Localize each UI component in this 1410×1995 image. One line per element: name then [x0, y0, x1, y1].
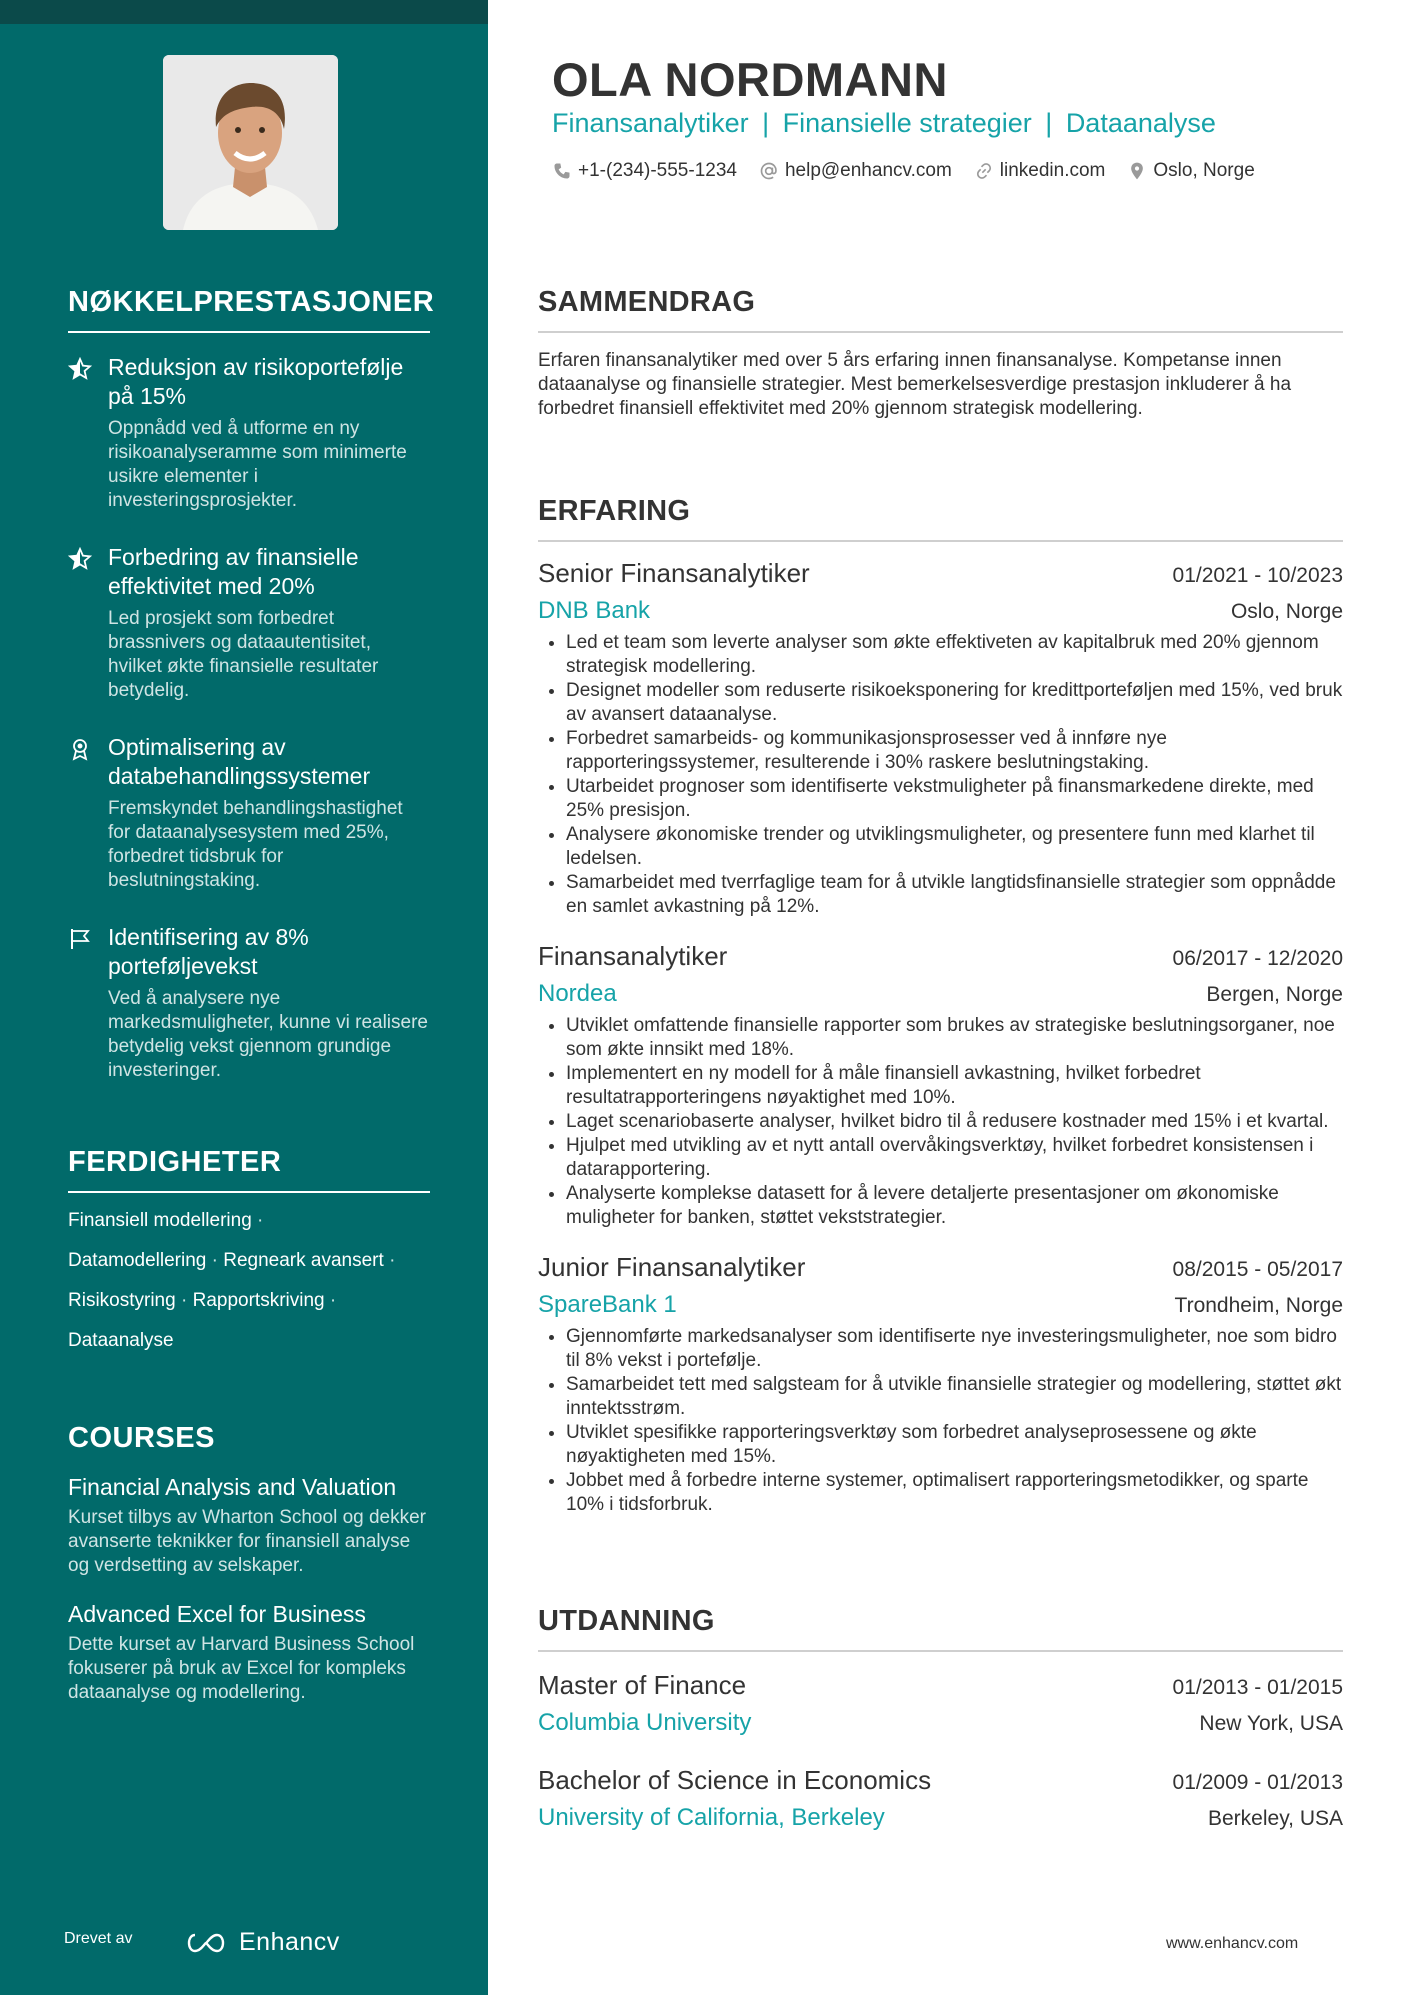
achievement-title: Forbedring av finansielle effektivitet med 20% [108, 544, 359, 599]
powered-by-label: Drevet av [64, 1930, 133, 1947]
skill-separator: · [329, 1290, 337, 1311]
job-location: Trondheim, Norge [1174, 1294, 1343, 1317]
achievement-item [68, 923, 430, 1083]
email-text: help@enhancv.com [784, 160, 952, 181]
at-sign-icon [759, 161, 779, 181]
headline-titles [552, 108, 1216, 139]
headline-separator: | [762, 108, 770, 138]
job-bullet: • Utarbeidet prognoser som identifiserte vekstmuligheter på finansmarkedene direkte, med 25% presisjon. [566, 775, 1343, 823]
sidebar [0, 0, 488, 1995]
job-bullets [538, 631, 1343, 919]
education-school: University of California, Berkeley [538, 1804, 885, 1831]
headline-title: Finansanalytiker [552, 108, 749, 138]
contact-location [1127, 160, 1254, 182]
job-bullet: • Samarbeidet tett med salgsteam for å utvikle finansielle strategier og modellering, støttet økt inntektsstrøm. [566, 1373, 1343, 1421]
achievement-item [68, 543, 430, 703]
job-bullet: • Utviklet omfattende finansielle rapporter som brukes av strategiske beslutningsorganer, noe som økte innsikt med 18%. [566, 1014, 1343, 1062]
course-description: Dette kurset av Harvard Business School fokuserer på bruk av Excel for kompleks dataanalyse og modellering. [68, 1634, 415, 1703]
education-entry [538, 1765, 1343, 1832]
job-date: 06/2017 - 12/2020 [1172, 947, 1343, 970]
achievement-title: Identifisering av 8% porteføljevekst [108, 924, 309, 979]
course-item [68, 1473, 430, 1578]
skill-line [68, 1209, 430, 1233]
education-date: 01/2013 - 01/2015 [1172, 1676, 1343, 1699]
job-company: SpareBank 1 [538, 1291, 677, 1318]
summary-heading: SAMMENDRAG [538, 286, 1343, 333]
course-description: Kurset tilbys av Wharton School og dekker avanserte teknikker for finansiell analyse og verdsetting av selskaper. [68, 1507, 427, 1576]
job-bullet: • Forbedret samarbeids- og kommunikasjonsprosesser ved å innføre nye rapporteringssystemer, resulterende i 30% raskere beslutningstaking. [566, 727, 1343, 775]
headline-separator: | [1045, 108, 1053, 138]
enhancv-logo[interactable] [183, 1928, 340, 1957]
education-heading: UTDANNING [538, 1605, 1343, 1652]
education-degree: Master of Finance [538, 1670, 747, 1700]
courses-heading: COURSES [68, 1422, 215, 1454]
job-bullet: • Gjennomførte markedsanalyser som identifiserte nye investeringsmuligheter, noe som bidro til 8% vekst i portefølje. [566, 1325, 1343, 1373]
job-bullets [538, 1014, 1343, 1230]
achievement-description: Ved å analysere nye markedsmuligheter, kunne vi realisere betydelig vekst gjennom grundige investeringer. [108, 988, 428, 1081]
achievement-title: Optimalisering av databehandlingssystemer [108, 734, 371, 789]
flag-icon [68, 927, 92, 951]
profile-photo [163, 55, 338, 230]
job-bullet: • Samarbeidet med tverrfaglige team for å utvikle langtidsfinansielle strategier som oppnådde en samlet avkastning på 12%. [566, 871, 1343, 919]
skill-item: Dataanalyse [68, 1330, 174, 1351]
achievement-item [68, 353, 430, 513]
achievements-section [68, 286, 435, 1113]
skill-item: Finansiell modellering [68, 1210, 252, 1231]
job-location: Bergen, Norge [1206, 983, 1343, 1006]
contact-email[interactable] [759, 160, 952, 182]
candidate-name: OLA NORDMANN [552, 53, 948, 106]
education-degree: Bachelor of Science in Economics [538, 1765, 932, 1795]
experience-section [538, 495, 1343, 1517]
award-ribbon-icon [68, 737, 92, 761]
achievement-description: Fremskyndet behandlingshastighet for dataanalysesystem med 25%, forbedret tidsbruk for beslutningstaking. [108, 798, 403, 891]
education-date: 01/2009 - 01/2013 [1172, 1771, 1343, 1794]
achievement-item [68, 733, 430, 893]
education-section [538, 1605, 1343, 1832]
job-entry [538, 941, 1343, 1230]
map-pin-icon [1127, 161, 1147, 181]
courses-section [68, 1422, 430, 1705]
job-bullet: • Analyserte komplekse datasett for å levere detaljerte presentasjoner om økonomiske muligheter for banken, støttet vekststrategier. [566, 1182, 1343, 1230]
job-bullet: • Hjulpet med utvikling av et nytt antall overvåkingsverktøy, hvilket forbedret konsistensen i datarapportering. [566, 1134, 1343, 1182]
headline-title: Dataanalyse [1065, 108, 1216, 138]
skill-line [68, 1249, 430, 1273]
skills-heading: FERDIGHETER [68, 1146, 430, 1193]
job-bullet: • Jobbet med å forbedre interne systemer, optimalisert rapporteringsmetodikker, og sparte 10% i tidsforbruk. [566, 1469, 1343, 1517]
skill-separator: · [389, 1250, 396, 1271]
contact-bar [552, 160, 1277, 182]
contact-linkedin[interactable] [974, 160, 1106, 182]
footer-url[interactable]: www.enhancv.com [1166, 1935, 1299, 1952]
star-half-icon [68, 547, 92, 571]
course-item [68, 1600, 430, 1705]
achievement-title: Reduksjon av risikoportefølje på 15% [108, 354, 404, 409]
headline-title: Finansielle strategier [782, 108, 1032, 138]
skill-item: Datamodellering [68, 1250, 207, 1271]
summary-section [538, 286, 1343, 421]
skill-separator: · [257, 1210, 264, 1231]
phone-text: +1-(234)-555-1234 [578, 160, 737, 181]
skill-separator: · [211, 1250, 218, 1271]
job-title: Senior Finansanalytiker [538, 558, 810, 588]
experience-heading: ERFARING [538, 495, 1343, 542]
education-entry [538, 1670, 1343, 1737]
job-bullet: • Implementert en ny modell for å måle finansiell avkastning, hvilket forbedret resultatrapporteringens nøyaktighet med 10%. [566, 1062, 1343, 1110]
job-entry [538, 1252, 1343, 1517]
star-half-icon [68, 357, 92, 381]
education-location: Berkeley, USA [1208, 1807, 1343, 1830]
skill-line [68, 1329, 430, 1353]
linkedin-text: linkedin.com [999, 160, 1106, 181]
achievement-description: Oppnådd ved å utforme en ny risikoanalyseramme som minimerte usikre elementer i investeringsprosjekter. [108, 418, 407, 511]
skill-line [68, 1289, 430, 1313]
job-bullet: • Laget scenariobaserte analyser, hvilket bidro til å redusere kostnader med 15% i et kvartal. [566, 1110, 1343, 1134]
job-entry [538, 558, 1343, 919]
job-company: DNB Bank [538, 597, 651, 624]
job-location: Oslo, Norge [1230, 600, 1343, 623]
job-title: Junior Finansanalytiker [538, 1252, 806, 1282]
course-title: Advanced Excel for Business [68, 1601, 366, 1627]
job-bullet: • Led et team som leverte analyser som økte effektiveten av kapitalbruk med 20% gjennom strategisk modellering. [566, 631, 1343, 679]
infinity-logo-icon [183, 1930, 229, 1956]
summary-text: Erfaren finansanalytiker med over 5 års erfaring innen finansanalyse. Kompetanse innen dataanalyse og finansielle strategier. Mest bemerkelsesverdige prestasjon inkluderer å ha forbedret finansiell effektivitet med 20% gjennom strategisk modellering. [538, 350, 1292, 419]
job-bullet: • Utviklet spesifikke rapporteringsverktøy som forbedret analyseprosessene og økte nøyaktigheten med 15%. [566, 1421, 1343, 1469]
link-icon [974, 161, 994, 181]
location-text: Oslo, Norge [1153, 160, 1255, 181]
sidebar-top-bar [0, 0, 488, 24]
skill-item: Rapportskriving [192, 1290, 325, 1311]
job-bullets [538, 1325, 1343, 1517]
job-date: 08/2015 - 05/2017 [1172, 1258, 1343, 1281]
job-bullet: • Analysere økonomiske trender og utviklingsmuligheter, og presentere funn med klarhet til ledelsen. [566, 823, 1343, 871]
achievement-description: Led prosjekt som forbedret brassnivers og dataautentisitet, hvilket økte finansielle resultater betydelig. [108, 608, 379, 701]
contact-phone[interactable] [552, 160, 737, 182]
course-title: Financial Analysis and Valuation [68, 1474, 397, 1500]
job-date: 01/2021 - 10/2023 [1172, 564, 1343, 587]
phone-icon [552, 161, 572, 181]
job-company: Nordea [538, 980, 617, 1007]
skills-section [68, 1146, 430, 1369]
skill-item: Regneark avansert [223, 1250, 384, 1271]
education-school: Columbia University [538, 1709, 752, 1736]
education-location: New York, USA [1199, 1712, 1343, 1735]
enhancv-logo-text: Enhancv [239, 1928, 340, 1956]
achievements-heading: NØKKELPRESTASJONER [68, 286, 430, 333]
job-bullet: • Designet modeller som reduserte risikoeksponering for kredittporteføljen med 15%, ved bruk av avansert dataanalyse. [566, 679, 1343, 727]
job-title: Finansanalytiker [538, 941, 728, 971]
skill-separator: · [180, 1290, 188, 1311]
skill-item: Risikostyring [68, 1290, 176, 1311]
